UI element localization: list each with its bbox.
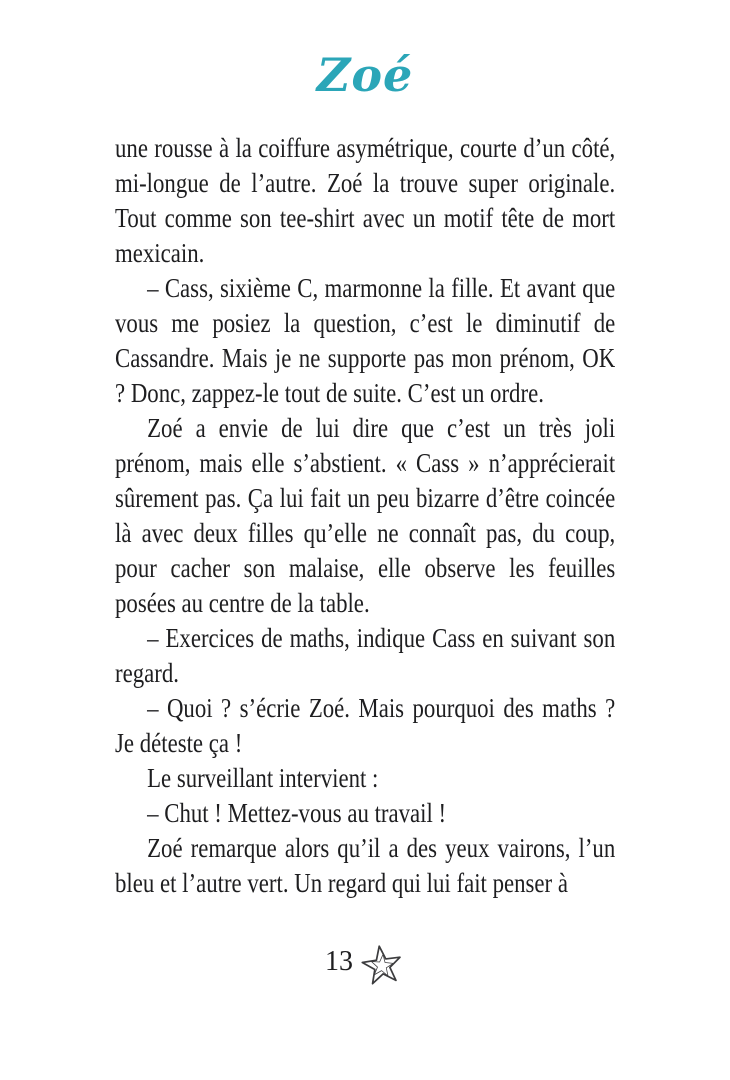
page-footer <box>0 940 730 995</box>
chapter-title: Zoé <box>316 48 414 102</box>
paragraph: Le surveillant intervient : <box>147 763 379 793</box>
paragraph: – Quoi ? s’écrie Zoé. Mais pourquoi des maths ? Je déteste ça ! <box>115 693 616 758</box>
paragraph: – Chut ! Mettez-vous au travail ! <box>147 798 447 828</box>
paragraph: Zoé a envie de lui dire que c’est un très joli prénom, mais elle s’abstient. « Cass » n’apprécierait sûrement pas. Ça lui fait un peu bizarre d’être coincée là avec deux filles qu’elle ne connaît pas, du coup, pour cacher son malaise, elle observe les feuilles posées au centre de la table. <box>115 413 616 618</box>
paragraph: Zoé remarque alors qu’il a des yeux vairons, l’un bleu et l’autre vert. Un regard qui lui fait penser à <box>115 833 616 898</box>
page-number: 13 <box>325 946 353 977</box>
paragraph: une rousse à la coiffure asymétrique, courte d’un côté, mi-longue de l’autre. Zoé la trouve super originale. Tout comme son tee-shirt avec un motif tête de mort mexicain. <box>115 133 616 268</box>
star-doodle-icon <box>359 942 405 995</box>
paragraph: – Exercices de maths, indique Cass en suivant son regard. <box>115 623 616 688</box>
page-body <box>115 131 615 901</box>
paragraph: – Cass, sixième C, marmonne la fille. Et avant que vous me posiez la question, c’est le diminutif de Cassandre. Mais je ne supporte pas mon prénom, OK ? Donc, zappez-le tout de suite. C’est un ordre. <box>115 273 616 408</box>
